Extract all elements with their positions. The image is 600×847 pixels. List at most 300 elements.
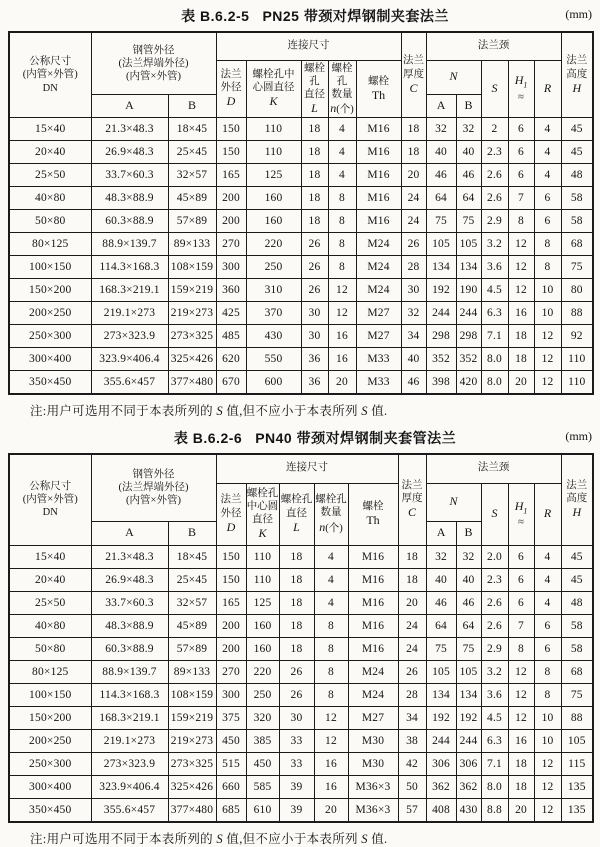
table-cell: 250 <box>246 256 301 279</box>
table-cell: 18 <box>508 348 534 371</box>
table-cell: 168.3×219.1 <box>91 279 168 302</box>
table-cell: 244 <box>456 302 481 325</box>
table-cell: 250×300 <box>9 325 91 348</box>
table-cell: 20 <box>508 798 534 822</box>
table-row <box>9 187 593 210</box>
table-cell: M24 <box>348 660 398 683</box>
table-cell: 18 <box>508 752 534 775</box>
table-cell: 370 <box>246 302 301 325</box>
table-cell: 88 <box>561 706 593 729</box>
table-cell: 89×133 <box>168 660 216 683</box>
table-cell: 18 <box>301 118 328 141</box>
table-cell: 114.3×168.3 <box>91 683 168 706</box>
table-cell: 6 <box>534 614 561 637</box>
table-name: PN25 带颈对焊钢制夹套法兰 <box>262 7 449 24</box>
table-cell: 110 <box>246 545 279 568</box>
table-cell: 3.6 <box>481 683 508 706</box>
table-cell: 21.3×48.3 <box>91 118 168 141</box>
table-cell: 165 <box>216 164 246 187</box>
table-cell: 6.3 <box>481 302 508 325</box>
table-cell: 450 <box>246 752 279 775</box>
table-cell: 36 <box>301 348 328 371</box>
table-cell: 45×89 <box>168 614 216 637</box>
table-cell: 10 <box>534 302 561 325</box>
table-cell: 39 <box>279 798 314 822</box>
table-cell: 32×57 <box>168 164 216 187</box>
table-cell: 25×50 <box>9 591 91 614</box>
table-row <box>9 164 593 187</box>
table-cell: 20×40 <box>9 568 91 591</box>
table-cell: 40 <box>426 568 456 591</box>
table-cell: 6 <box>508 164 534 187</box>
col-header-flange-height: 法兰 高度 H <box>561 454 593 545</box>
table-cell: 485 <box>216 325 246 348</box>
flange-table-pn40 <box>8 453 594 823</box>
table-cell: 355.6×457 <box>91 798 168 822</box>
table-cell: 64 <box>426 614 456 637</box>
table-cell: 18×45 <box>168 118 216 141</box>
table-cell: 200 <box>216 637 246 660</box>
table-cell: 30 <box>401 279 426 302</box>
table-cell: 6.3 <box>481 729 508 752</box>
unit-label: (mm) <box>565 7 592 21</box>
table-cell: 18 <box>508 325 534 348</box>
table-cell: 32 <box>401 302 426 325</box>
table-cell: 200×250 <box>9 729 91 752</box>
table-cell: 134 <box>456 683 481 706</box>
table-cell: 6 <box>508 545 534 568</box>
table-cell: 219×273 <box>168 302 216 325</box>
table-cell: 36 <box>301 371 328 395</box>
table-row <box>9 256 593 279</box>
table-b626-section <box>8 425 592 847</box>
table-cell: 18 <box>301 187 328 210</box>
table-cell: 20 <box>508 371 534 395</box>
table-cell: 6 <box>508 118 534 141</box>
table-cell: 220 <box>246 660 279 683</box>
table-cell: 89×133 <box>168 233 216 256</box>
table-cell: 110 <box>561 348 593 371</box>
table-cell: 68 <box>561 233 593 256</box>
table-cell: M24 <box>348 683 398 706</box>
table-cell: 45×89 <box>168 187 216 210</box>
table-cell: 4 <box>314 568 348 591</box>
table-cell: 7.1 <box>481 325 508 348</box>
table-cell: 30 <box>279 706 314 729</box>
table-cell: 325×426 <box>168 775 216 798</box>
table-cell: 273×325 <box>168 752 216 775</box>
table-cell: 12 <box>534 775 561 798</box>
table-note: 注:用户可选用不同于本表所列的 S 值,但不应小于本表所列 S 值. <box>30 404 388 418</box>
table-cell: 323.9×406.4 <box>91 775 168 798</box>
table-cell: 244 <box>456 729 481 752</box>
table-cell: 15×40 <box>9 118 91 141</box>
table-cell: 40 <box>401 348 426 371</box>
table-cell: 32×57 <box>168 591 216 614</box>
table-cell: 75 <box>426 637 456 660</box>
col-header-r: R <box>534 60 561 118</box>
table-cell: 45 <box>561 141 593 164</box>
table-row <box>9 591 593 614</box>
table-cell: 190 <box>456 279 481 302</box>
table-cell: 48 <box>561 591 593 614</box>
table-cell: 300×400 <box>9 348 91 371</box>
table-cell: 385 <box>246 729 279 752</box>
table-cell: 159×219 <box>168 706 216 729</box>
table-cell: 2.0 <box>481 545 508 568</box>
col-header-l: 螺栓孔 直径 L <box>279 483 314 545</box>
table-cell: 58 <box>561 637 593 660</box>
table-cell: 18 <box>301 141 328 164</box>
table-cell: 108×159 <box>168 256 216 279</box>
col-header-steel-a: A <box>91 95 168 118</box>
table-cell: 20×40 <box>9 141 91 164</box>
table-row <box>9 210 593 233</box>
table-cell: 32 <box>456 545 481 568</box>
col-header-steel-od: 钢管外径 (法兰焊端外径) (内管×外管) <box>91 32 216 95</box>
table-cell: 134 <box>426 256 456 279</box>
col-header-d: 法兰 外径 D <box>216 483 246 545</box>
col-header-s: S <box>481 60 508 118</box>
col-header-connection: 连接尺寸 <box>216 32 401 60</box>
table-cell: 24 <box>401 187 426 210</box>
table-cell: 20 <box>398 591 426 614</box>
table-cell: 114.3×168.3 <box>91 256 168 279</box>
table-cell: 398 <box>426 371 456 395</box>
unit-label: (mm) <box>565 429 592 443</box>
table-cell: M16 <box>356 210 401 233</box>
table-cell: 298 <box>456 325 481 348</box>
table-cell: 192 <box>426 279 456 302</box>
table-cell: 515 <box>216 752 246 775</box>
table-cell: 306 <box>426 752 456 775</box>
col-header-bolt-count: 螺栓孔 数量 n(个) <box>328 60 356 118</box>
table-cell: 425 <box>216 302 246 325</box>
table-b625-title-row <box>8 3 592 28</box>
table-cell: 40×80 <box>9 614 91 637</box>
table-cell: 75 <box>426 210 456 233</box>
table-cell: 24 <box>401 210 426 233</box>
table-cell: M24 <box>356 279 401 302</box>
table-cell: 10 <box>534 706 561 729</box>
table-cell: 48.3×88.9 <box>91 187 168 210</box>
table-cell: 34 <box>398 706 426 729</box>
table-cell: 8 <box>534 660 561 683</box>
table-cell: 8 <box>328 210 356 233</box>
table-cell: 26 <box>401 233 426 256</box>
table-cell: 200 <box>216 187 246 210</box>
table-cell: 12 <box>314 706 348 729</box>
table-cell: 192 <box>426 706 456 729</box>
table-cell: 26.9×48.3 <box>91 568 168 591</box>
table-cell: 135 <box>561 798 593 822</box>
table-cell: 160 <box>246 637 279 660</box>
table-cell: 39 <box>279 775 314 798</box>
table-cell: 60.3×88.9 <box>91 210 168 233</box>
table-row <box>9 348 593 371</box>
table-cell: 8 <box>314 637 348 660</box>
table-cell: 377×480 <box>168 371 216 395</box>
table-cell: M36×3 <box>348 798 398 822</box>
table-cell: M16 <box>348 637 398 660</box>
table-cell: 150 <box>216 118 246 141</box>
table-cell: 12 <box>508 279 534 302</box>
table-row <box>9 141 593 164</box>
col-header-neck-a: A <box>426 521 456 545</box>
col-header-n-group: N <box>426 483 481 521</box>
table-cell: M16 <box>356 118 401 141</box>
table-cell: 273×325 <box>168 325 216 348</box>
table-cell: 4 <box>328 141 356 164</box>
table-cell: 4 <box>328 118 356 141</box>
table-cell: 18×45 <box>168 545 216 568</box>
table-cell: 80×125 <box>9 660 91 683</box>
table-cell: 352 <box>456 348 481 371</box>
table-cell: 75 <box>456 637 481 660</box>
col-header-neck-b: B <box>456 95 481 118</box>
table-row <box>9 660 593 683</box>
table-note: 注:用户可选用不同于本表所列的 S 值,但不应小于本表所列 S 值. <box>30 831 388 846</box>
table-name: PN40 带颈对焊钢制夹套管法兰 <box>255 429 457 446</box>
table-row <box>9 371 593 395</box>
table-row <box>9 798 593 822</box>
col-header-steel-b: B <box>168 521 216 545</box>
table-cell: 24 <box>398 637 426 660</box>
col-header-h1: $H_1$ ≈ <box>508 60 534 118</box>
table-cell: 450 <box>216 729 246 752</box>
table-cell: M16 <box>348 591 398 614</box>
flange-table-pn25 <box>8 31 594 395</box>
table-cell: 18 <box>279 545 314 568</box>
table-cell: 8.0 <box>481 371 508 395</box>
table-cell: 88.9×139.7 <box>91 660 168 683</box>
table-cell: 125 <box>246 164 301 187</box>
table-cell: 46 <box>426 591 456 614</box>
table-cell: 100×150 <box>9 256 91 279</box>
table-cell: 12 <box>508 233 534 256</box>
table-cell: 4 <box>328 164 356 187</box>
table-cell: 8 <box>328 256 356 279</box>
table-cell: 430 <box>456 798 481 822</box>
col-header-dn: 公称尺寸 (内管×外管) DN <box>9 32 91 118</box>
table-cell: 16 <box>314 775 348 798</box>
table-cell: 46 <box>456 164 481 187</box>
table-cell: 15×40 <box>9 545 91 568</box>
table-cell: 320 <box>246 706 279 729</box>
table-cell: 18 <box>398 545 426 568</box>
table-b625-section <box>8 3 592 419</box>
table-cell: 150×200 <box>9 706 91 729</box>
table-cell: 300×400 <box>9 775 91 798</box>
table-cell: 430 <box>246 325 301 348</box>
table-cell: 270 <box>216 233 246 256</box>
table-cell: 18 <box>401 118 426 141</box>
table-cell: 26 <box>279 660 314 683</box>
col-header-flange-neck: 法兰颈 <box>426 32 561 60</box>
table-cell: 57×89 <box>168 637 216 660</box>
table-cell: M16 <box>348 568 398 591</box>
table-cell: 18 <box>301 210 328 233</box>
col-header-connection: 连接尺寸 <box>216 454 398 483</box>
table-cell: 610 <box>246 798 279 822</box>
table-cell: 30 <box>301 325 328 348</box>
table-cell: 2.9 <box>481 637 508 660</box>
table-cell: 2.6 <box>481 187 508 210</box>
table-cell: 4 <box>534 545 561 568</box>
table-cell: 12 <box>328 279 356 302</box>
col-header-steel-a: A <box>91 521 168 545</box>
table-row <box>9 683 593 706</box>
table-row <box>9 614 593 637</box>
table-cell: 150 <box>216 545 246 568</box>
table-cell: 685 <box>216 798 246 822</box>
table-cell: 160 <box>246 210 301 233</box>
table-cell: 4 <box>314 591 348 614</box>
table-cell: 4.5 <box>481 279 508 302</box>
table-cell: 16 <box>328 325 356 348</box>
table-cell: 28 <box>401 256 426 279</box>
table-cell: 8 <box>314 660 348 683</box>
table-cell: 273×323.9 <box>91 325 168 348</box>
table-cell: 273×323.9 <box>91 752 168 775</box>
table-row <box>9 325 593 348</box>
table-cell: 18 <box>301 164 328 187</box>
table-cell: 244 <box>426 729 456 752</box>
table-cell: 2.6 <box>481 614 508 637</box>
table-cell: 600 <box>246 371 301 395</box>
table-cell: 4 <box>534 118 561 141</box>
table-b626-title-row <box>8 425 592 450</box>
table-cell: 8 <box>314 683 348 706</box>
table-cell: 200 <box>216 210 246 233</box>
table-cell: 45 <box>561 545 593 568</box>
table-cell: 40×80 <box>9 187 91 210</box>
table-cell: 26 <box>301 279 328 302</box>
table-cell: 46 <box>401 371 426 395</box>
table-cell: 219.1×273 <box>91 729 168 752</box>
table-cell: 200 <box>216 614 246 637</box>
table-row <box>9 302 593 325</box>
table-cell: 105 <box>456 233 481 256</box>
col-header-flange-thickness: 法兰 厚度 C <box>401 32 426 118</box>
table-cell: 12 <box>534 371 561 395</box>
col-header-k: 螺栓孔 中心圆 直径 K <box>246 483 279 545</box>
table-cell: 8 <box>534 256 561 279</box>
table-cell: 40 <box>426 141 456 164</box>
table-cell: 64 <box>426 187 456 210</box>
table-body <box>9 545 593 822</box>
table-row <box>9 775 593 798</box>
table-cell: 8 <box>314 614 348 637</box>
table-cell: 323.9×406.4 <box>91 348 168 371</box>
table-cell: 585 <box>246 775 279 798</box>
table-number: 表 B.6.2-6 <box>173 429 243 446</box>
table-cell: 420 <box>456 371 481 395</box>
table-cell: 4 <box>314 545 348 568</box>
table-cell: M27 <box>356 325 401 348</box>
col-header-l: 螺栓孔 直径 L <box>301 60 328 118</box>
table-cell: 8 <box>328 233 356 256</box>
table-cell: 18 <box>401 141 426 164</box>
table-cell: 30 <box>301 302 328 325</box>
table-cell: M16 <box>348 614 398 637</box>
table-cell: 32 <box>426 118 456 141</box>
table-cell: 150 <box>216 568 246 591</box>
table-cell: 12 <box>534 348 561 371</box>
table-cell: 4 <box>534 141 561 164</box>
table-cell: 670 <box>216 371 246 395</box>
table-cell: 7.1 <box>481 752 508 775</box>
table-cell: 16 <box>328 348 356 371</box>
table-cell: 6 <box>534 187 561 210</box>
table-cell: 50 <box>398 775 426 798</box>
table-cell: 8 <box>534 683 561 706</box>
col-header-h1: $H_1$ ≈ <box>508 483 534 545</box>
table-cell: 45 <box>561 118 593 141</box>
table-cell: 12 <box>534 325 561 348</box>
col-header-th: 螺栓 Th <box>356 60 401 118</box>
table-cell: 310 <box>246 279 301 302</box>
table-cell: 32 <box>426 545 456 568</box>
table-cell: 7 <box>508 614 534 637</box>
table-cell: 134 <box>456 256 481 279</box>
table-cell: M24 <box>356 233 401 256</box>
table-number: 表 B.6.2-5 <box>181 7 250 24</box>
col-header-neck-b: B <box>456 521 481 545</box>
table-cell: 620 <box>216 348 246 371</box>
table-cell: 8.8 <box>481 798 508 822</box>
col-header-s: S <box>481 483 508 545</box>
table-cell: 20 <box>314 798 348 822</box>
table-cell: 168.3×219.1 <box>91 706 168 729</box>
table-cell: 4.5 <box>481 706 508 729</box>
table-cell: M30 <box>348 752 398 775</box>
table-cell: 375 <box>216 706 246 729</box>
table-cell: 220 <box>246 233 301 256</box>
table-cell: 7 <box>508 187 534 210</box>
table-cell: 325×426 <box>168 348 216 371</box>
table-cell: 16 <box>508 302 534 325</box>
table-cell: 350×450 <box>9 798 91 822</box>
table-cell: M24 <box>356 256 401 279</box>
table-cell: 150 <box>216 141 246 164</box>
table-cell: 160 <box>246 187 301 210</box>
col-header-flange-height: 法兰 高度 H <box>561 32 593 118</box>
table-row <box>9 706 593 729</box>
table-cell: 8.0 <box>481 775 508 798</box>
table-cell: 355.6×457 <box>91 371 168 395</box>
table-row <box>9 233 593 256</box>
table-cell: 115 <box>561 752 593 775</box>
table-cell: 50×80 <box>9 637 91 660</box>
table-cell: 40 <box>456 141 481 164</box>
table-cell: 2.6 <box>481 591 508 614</box>
table-cell: 33 <box>279 752 314 775</box>
table-cell: 6 <box>508 141 534 164</box>
table-cell: 2.3 <box>481 141 508 164</box>
table-cell: 108×159 <box>168 683 216 706</box>
col-header-flange-neck: 法兰颈 <box>426 454 561 483</box>
table-cell: 12 <box>508 256 534 279</box>
table-cell: 110 <box>246 141 301 164</box>
table-cell: 38 <box>398 729 426 752</box>
table-cell: 28 <box>398 683 426 706</box>
table-cell: 105 <box>426 233 456 256</box>
table-cell: 64 <box>456 614 481 637</box>
table-cell: 80 <box>561 279 593 302</box>
table-cell: 4 <box>534 568 561 591</box>
table-cell: M16 <box>356 164 401 187</box>
